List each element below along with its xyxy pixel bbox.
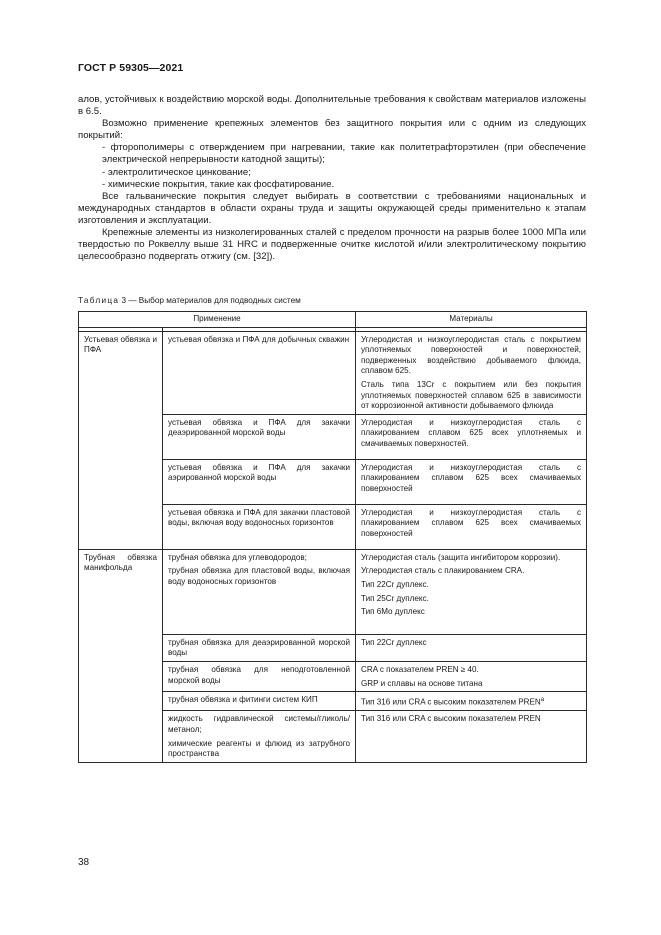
materials-text: Сталь типа 13Cr с покрытием или без покрытия уплотняемых поверхностей сплавом 625 в зависимости от коррозионной активности добываемого флюида — [361, 379, 581, 411]
application-text: устьевая обвязка и ПФА для закачки аэрированной морской воды — [168, 462, 350, 483]
application-cell — [163, 549, 356, 634]
table-caption — [78, 296, 301, 305]
standard-code: ГОСТ Р 59305—2021 — [78, 62, 184, 74]
materials-text: GRP и сплавы на основе титана — [361, 678, 483, 688]
header-materials: Материалы — [356, 312, 587, 328]
materials-text: Углеродистая сталь с плакированием CRA. — [361, 566, 525, 576]
list-item: - электролитическое цинкование; — [102, 166, 251, 178]
materials-cell — [356, 634, 587, 661]
group-label — [79, 331, 163, 549]
application-text: химические реагенты и флюид из затрубного пространства — [168, 738, 350, 759]
application-text: устьевая обвязка и ПФА для закачки пластовой воды, включая воду водоносных горизонтов — [168, 507, 350, 528]
materials-text: Тип 316 или CRA с высоким показателем PREN — [361, 714, 541, 724]
group-label-text: Устьевая обвязка и ПФА — [84, 334, 157, 355]
paragraph: Крепежные элементы из низколегированных сталей с пределом прочности на разрыв более 1000 МПа или твердостью по Роквеллу выше 31 HRC и подверженные очитке кислотой и/или электролитическому покрытию целесообразно подвергать отжигу (см. [32]). — [78, 227, 586, 263]
materials-cell — [356, 504, 587, 549]
materials-text: Углеродистая и низкоуглеродистая сталь с плакированием сплавом 625 всех смачиваемых поверхностей — [361, 507, 581, 538]
table-row — [79, 549, 587, 634]
materials-cell — [356, 549, 587, 634]
application-cell — [163, 692, 356, 711]
materials-cell — [356, 711, 587, 762]
header-application: Применение — [79, 312, 356, 328]
table-header-row — [79, 312, 587, 328]
application-cell — [163, 634, 356, 661]
materials-text-main: Тип 316 или CRA с высоким показателем PREN — [361, 697, 541, 707]
materials-text: Тип 22Cr дуплекс. — [361, 579, 429, 589]
application-text: трубная обвязка для пластовой воды, включая воду водоносных горизонтов — [168, 566, 350, 586]
footnote-marker: a — [540, 697, 545, 704]
application-cell — [163, 331, 356, 414]
application-cell — [163, 661, 356, 691]
application-text: трубная обвязка для углеводородов; — [168, 552, 307, 562]
caption-prefix: Таблица — [78, 296, 120, 305]
materials-text: Углеродистая и низкоуглеродистая сталь с плакированием сплавом 625 всех уплотняемых и смачиваемых поверхностей. — [361, 417, 581, 448]
materials-cell — [356, 414, 587, 459]
paragraph: алов, устойчивых к воздействию морской воды. Дополнительные требования к свойствам материалов изложены в 6.5. — [78, 94, 586, 118]
application-text: устьевая обвязка и ПФА для закачки деаэрированной морской воды — [168, 417, 350, 438]
page-number: 38 — [78, 857, 90, 868]
group-label — [79, 549, 163, 762]
materials-text: Тип 25Cr дуплекс. — [361, 593, 429, 603]
materials-text — [361, 695, 581, 708]
materials-cell — [356, 331, 587, 414]
paragraph: Все гальванические покрытия следует выбирать в соответствии с требованиями национальных и международных стандартов в области охраны труда и защиты окружающей среды применительно к этапам изготовления и эксплуатации. — [78, 190, 586, 226]
caption-title: — Выбор материалов для подводных систем — [126, 296, 301, 305]
application-text: устьевая обвязка и ПФА для добычных скважин — [168, 334, 350, 344]
materials-cell — [356, 661, 587, 691]
application-cell — [163, 459, 356, 504]
materials-text: Углеродистая и низкоуглеродистая сталь с плакированием сплавом 625 всех смачиваемых поверхностей — [361, 462, 581, 493]
group-label-text: Трубная обвязка манифольда — [84, 552, 157, 573]
application-cell — [163, 711, 356, 762]
materials-table — [78, 311, 587, 763]
list-item: - химические покрытия, такие как фосфатирование. — [102, 178, 335, 190]
application-text: трубная обвязка для деаэрированной морской воды — [168, 637, 350, 658]
materials-text: CRA с показателем PREN ≥ 40. — [361, 664, 479, 674]
body-text — [78, 94, 586, 263]
application-text: трубная обвязка для неподготовленной морской воды — [168, 664, 350, 685]
application-text: трубная обвязка и фитинги систем КИП — [168, 695, 318, 705]
paragraph: Возможно применение крепежных элементов без защитного покрытия или с одним из следующих покрытий: — [78, 118, 586, 142]
list-item: - фторополимеры с отверждением при нагревании, такие как политетрафторэтилен (при обеспечение электрической непрерывности катодной защиты); — [102, 142, 586, 166]
materials-text: Углеродистая и низкоуглеродистая сталь с покрытием уплотняемых поверхностей и поверхностей, подверженных воздействию добываемого флюида, сплавом 625. — [361, 334, 581, 376]
application-cell — [163, 414, 356, 459]
materials-text: Углеродистая сталь (защита ингибитором коррозии). — [361, 552, 561, 562]
materials-cell — [356, 692, 587, 711]
materials-cell — [356, 459, 587, 504]
application-cell — [163, 504, 356, 549]
application-text: жидкость гидравлической системы/гликоль/метанол; — [168, 714, 350, 734]
materials-text: Тип 6Mo дуплекс — [361, 607, 425, 617]
materials-text: Тип 22Cr дуплекс — [361, 637, 427, 647]
caption-number: 3 — [121, 296, 127, 305]
table-row — [79, 331, 587, 414]
